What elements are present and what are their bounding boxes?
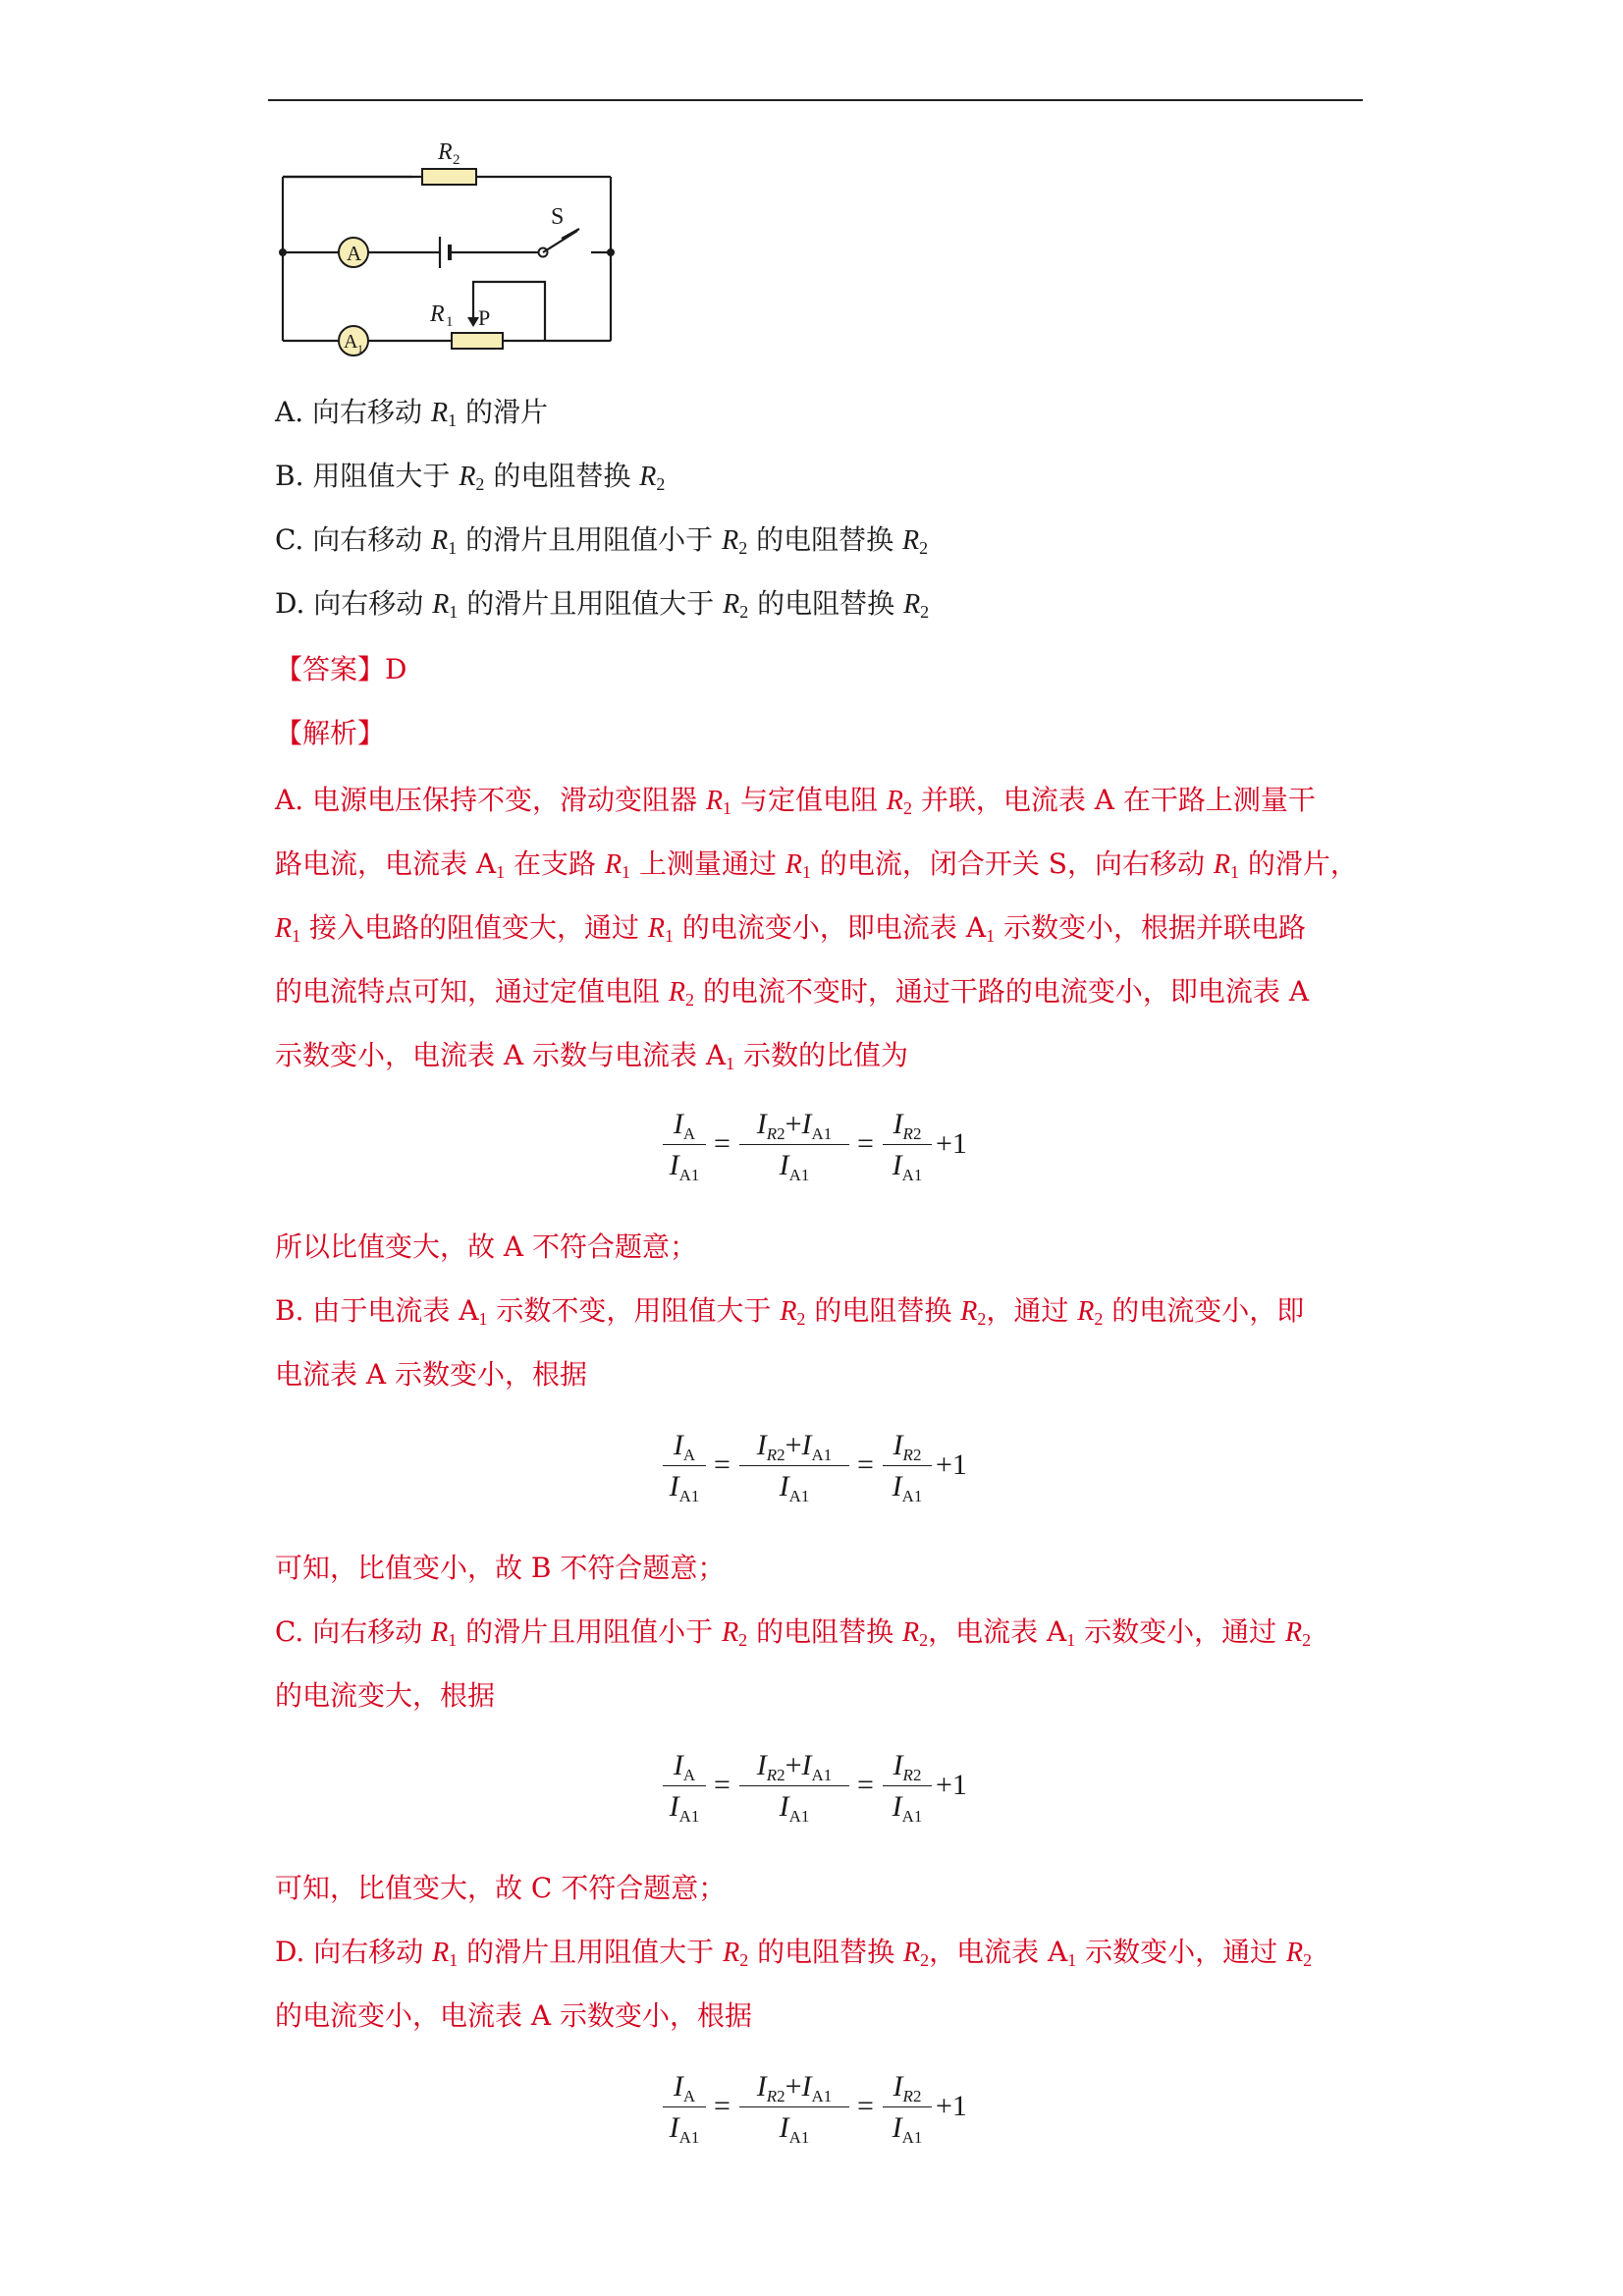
resistor-r2 (422, 169, 476, 185)
ammeter-a-label: A (347, 242, 362, 265)
equals-sign: = (714, 1127, 730, 1160)
analysis-b-conclusion: 可知，比值变小，故 B 不符合题意； (275, 1552, 726, 1584)
r2-label: R (438, 139, 453, 165)
equals-sign: = (857, 1127, 874, 1160)
analysis-tag: 【解析】 (275, 717, 386, 749)
fraction-middle: $I_{R2}+I_{A1}$ $I_{A1}$ (739, 1426, 849, 1504)
option-label: B. (275, 460, 304, 492)
junction-right (607, 248, 615, 256)
option-b: B. 用阻值大于 $R_2$ 的电阻替换 $R_2$ (275, 460, 666, 494)
answer-tag: 【答案】 (275, 653, 386, 685)
option-label: A. (275, 396, 304, 428)
analysis-d-line-2: 的电流变小，电流表 A 示数变小，根据 (275, 1999, 753, 2032)
analysis-b-line-2: 电流表 A 示数变小，根据 (275, 1358, 588, 1391)
analysis-a-conclusion: 所以比值变大，故 A 不符合题意； (275, 1230, 698, 1263)
plus-one: +1 (936, 2090, 967, 2122)
fraction-left: $I_A$ $I_{A1}$ (663, 1426, 706, 1504)
slider-p-label: P (478, 305, 491, 330)
analysis-c-line-2: 的电流变大，根据 (275, 1679, 496, 1712)
circuit-diagram (265, 133, 628, 363)
r1-label-sub: 1 (446, 314, 454, 330)
analysis-a-line-5: 示数变小，电流表 A 示数与电流表 $A_1$ 示数的比值为 (275, 1039, 909, 1073)
analysis-a-line-1: A. 电源电压保持不变，滑动变阻器 $R_1$ 与定值电阻 $R_2$ 并联，电流表 A 在干路上测量干 (275, 784, 1316, 818)
ratio-formula (663, 1426, 977, 1504)
analysis-b-line-1: B. 由于电流表 $A_1$ 示数不变，用阻值大于 $R_2$ 的电阻替换 $R_2$，通过 $R_2$ 的电流变小，即 (275, 1294, 1305, 1329)
r1-label: R (430, 301, 445, 327)
resistor-r1 (452, 333, 503, 349)
answer-value: D (385, 653, 407, 685)
switch-blade (543, 231, 577, 252)
ratio-formula (663, 1105, 977, 1183)
fraction-right: $I_{R2}$ $I_{A1}$ (883, 2067, 932, 2146)
option-c: C. 向右移动 $R_1$ 的滑片且用阻值小于 $R_2$ 的电阻替换 $R_2$ (275, 523, 929, 558)
analysis-a-line-4: 的电流特点可知，通过定值电阻 $R_2$ 的电流不变时，通过干路的电流变小，即电流表 A (275, 975, 1310, 1010)
plus-one: +1 (936, 1449, 967, 1481)
analysis-a-line-3: $R_1$ 接入电路的阻值变大，通过 $R_1$ 的电流变小，即电流表 $A_1$ 示数变小，根据并联电路 (275, 911, 1306, 946)
r2-label-sub: 2 (453, 152, 460, 168)
ratio-formula (663, 2067, 977, 2146)
option-a: A. 向右移动 $R_1$ 的滑片 (275, 396, 548, 430)
fraction-right: $I_{R2}$ $I_{A1}$ (883, 1426, 932, 1504)
analysis-d-line-1: D. 向右移动 $R_1$ 的滑片且用阻值大于 $R_2$ 的电阻替换 $R_2$，电流表 $A_1$ 示数变小，通过 $R_2$ (275, 1936, 1313, 1970)
option-label: D. (275, 587, 305, 620)
equals-sign: = (857, 1449, 874, 1481)
option-label: C. (275, 523, 304, 556)
equals-sign: = (714, 1769, 730, 1801)
fraction-left: $I_A$ $I_{A1}$ (663, 1746, 706, 1825)
analysis-c-line-1: C. 向右移动 $R_1$ 的滑片且用阻值小于 $R_2$ 的电阻替换 $R_2$，电流表 $A_1$ 示数变小，通过 $R_2$ (275, 1615, 1312, 1650)
plus-one: +1 (936, 1769, 967, 1801)
equals-sign: = (714, 1449, 730, 1481)
plus-one: +1 (936, 1127, 967, 1160)
ammeter-a1-sub: 1 (357, 342, 363, 355)
junction-left (279, 248, 287, 256)
header-rule (268, 99, 1363, 101)
ratio-formula (663, 1746, 977, 1825)
equals-sign: = (857, 2090, 874, 2122)
option-d: D. 向右移动 $R_1$ 的滑片且用阻值大于 $R_2$ 的电阻替换 $R_2$ (275, 587, 930, 622)
fraction-middle: $I_{R2}+I_{A1}$ $I_{A1}$ (739, 1746, 849, 1825)
analysis-a-line-2: 路电流，电流表 $A_1$ 在支路 $R_1$ 上测量通过 $R_1$ 的电流，闭合开关 S，向右移动 $R_1$ 的滑片， (275, 847, 1358, 882)
fraction-right: $I_{R2}$ $I_{A1}$ (883, 1105, 932, 1183)
equals-sign: = (857, 1769, 874, 1801)
fraction-right: $I_{R2}$ $I_{A1}$ (883, 1746, 932, 1825)
analysis-c-conclusion: 可知，比值变大，故 C 不符合题意； (275, 1872, 727, 1904)
equals-sign: = (714, 2090, 730, 2122)
fraction-left: $I_A$ $I_{A1}$ (663, 1105, 706, 1183)
fraction-middle: $I_{R2}+I_{A1}$ $I_{A1}$ (739, 1105, 849, 1183)
fraction-middle: $I_{R2}+I_{A1}$ $I_{A1}$ (739, 2067, 849, 2146)
answer-line (275, 650, 406, 689)
fraction-left: $I_A$ $I_{A1}$ (663, 2067, 706, 2146)
ammeter-a1-label: A (344, 331, 358, 353)
switch-s-label: S (551, 204, 565, 230)
